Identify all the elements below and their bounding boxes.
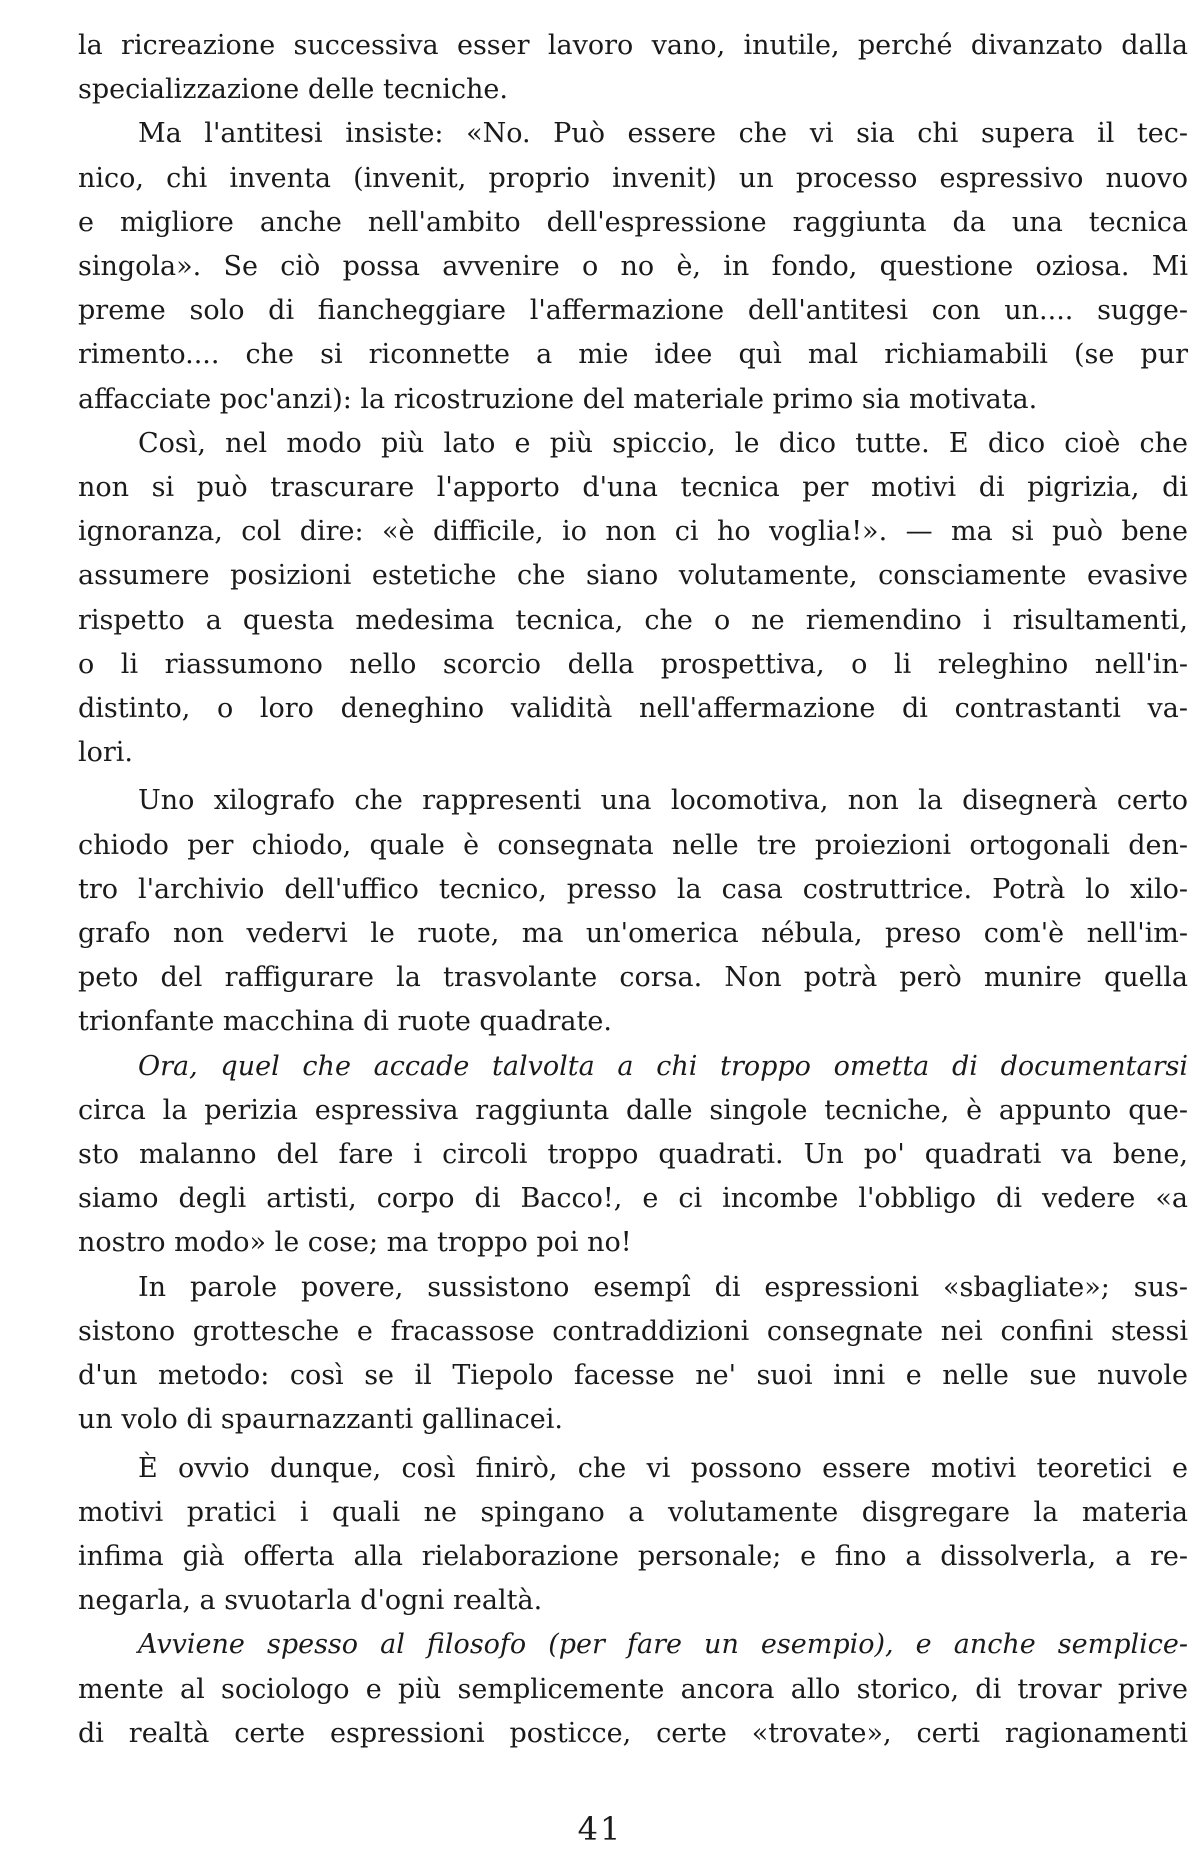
text-line: la ricreazione successiva esser lavoro vano, inutile, perché divanzato dalla [78,30,1188,61]
text-line: Avviene spesso al filosofo (per fare un esempio), e anche semplice- [138,1629,1188,1661]
text-line: trionfante macchina di ruote quadrate. [78,1006,612,1038]
text-line: Ora, quel che accade talvolta a chi troppo ometta di documentarsi [138,1050,1188,1082]
text-line: siamo degli artisti, corpo di Bacco!, e ci incombe l'obbligo di vedere «a [78,1183,1188,1215]
text-line: ignoranza, col dire: «è difficile, io non ci ho voglia!». — ma si può bene [78,516,1188,548]
text-line: infima già offerta alla rielaborazione personale; e fino a dissolverla, a re- [78,1540,1188,1572]
text-line: di realtà certe espressioni posticce, certe «trovate», certi ragionamenti [78,1717,1188,1749]
text-line: lori. [78,737,134,769]
text-line: un volo di spaurnazzanti gallinacei. [78,1404,563,1436]
text-line: o li riassumono nello scorcio della prospettiva, o li releghino nell'in- [78,648,1188,680]
paragraph-1 [78,24,1188,112]
page-body [78,24,1188,1756]
text-line: non si può trascurare l'apporto d'una tecnica per motivi di pigrizia, di [78,472,1188,504]
text-line: grafo non vedervi le ruote, ma un'omerica nébula, preso com'è nell'im- [78,918,1188,950]
text-line: e migliore anche nell'ambito dell'espressione raggiunta da una tecnica [78,206,1188,238]
text-line: Così, nel modo più lato e più spiccio, le dico tutte. E dico cioè che [138,427,1188,459]
text-line: circa la perizia espressiva raggiunta dalle singole tecniche, è appunto que- [78,1094,1188,1126]
text-line: rispetto a questa medesima tecnica, che o ne riemendino i risultamenti, [78,604,1188,636]
paragraph-8 [78,1623,1188,1756]
text-line: Ma l'antitesi insiste: «No. Può essere che vi sia chi supera il tec- [138,118,1188,150]
paragraph-6 [78,1266,1188,1443]
text-line: singola». Se ciò possa avvenire o no è, in fondo, questione oziosa. Mi [78,251,1188,283]
paragraph-3 [78,422,1188,776]
paragraph-7 [78,1447,1188,1624]
text-line: distinto, o loro deneghino validità nell'affermazione di contrastanti va- [78,693,1188,725]
text-line: mente al sociologo e più semplicemente ancora allo storico, di trovar prive [78,1673,1188,1705]
text-line: sistono grottesche e fracassose contraddizioni consegnate nei confini stessi [78,1315,1188,1347]
text-line: È ovvio dunque, così finirò, che vi possono essere motivi teoretici e [138,1452,1188,1484]
text-line: tro l'archivio dell'uffico tecnico, presso la casa costruttrice. Potrà lo xilo- [78,873,1188,905]
text-line: d'un metodo: così se il Tiepolo facesse ne' suoi inni e nelle sue nuvole [78,1360,1188,1392]
text-line: specializzazione delle tecniche. [78,74,508,106]
text-line: preme solo di fiancheggiare l'affermazione dell'antitesi con un.... sugge- [78,295,1188,327]
text-line: negarla, a svuotarla d'ogni realtà. [78,1585,543,1617]
paragraph-2 [78,112,1188,421]
page-number: 41 [577,1810,623,1848]
text-line: peto del raffigurare la trasvolante corsa. Non potrà però munire quella [78,962,1188,994]
text-line: motivi pratici i quali ne spingano a volutamente disgregare la materia [78,1496,1188,1528]
text-line: In parole povere, sussistono esempî di espressioni «sbagliate»; sus- [138,1271,1188,1303]
text-line: affacciate poc'anzi): la ricostruzione del materiale primo sia motivata. [78,383,1038,415]
paragraph-4 [78,779,1188,1044]
text-line: assumere posizioni estetiche che siano volutamente, consciamente evasive [78,560,1188,592]
text-line: sto malanno del fare i circoli troppo quadrati. Un po' quadrati va bene, [78,1139,1188,1171]
text-line: nico, chi inventa (invenit, proprio invenit) un processo espressivo nuovo [78,162,1188,194]
text-line: rimento.... che si riconnette a mie idee quì mal richiamabili (se pur [78,339,1188,371]
text-line: Uno xilografo che rappresenti una locomotiva, non la disegnerà certo [138,785,1188,817]
text-line: chiodo per chiodo, quale è consegnata nelle tre proiezioni ortogonali den- [78,829,1188,861]
text-line: nostro modo» le cose; ma troppo poi no! [78,1227,632,1259]
paragraph-5 [78,1045,1188,1266]
